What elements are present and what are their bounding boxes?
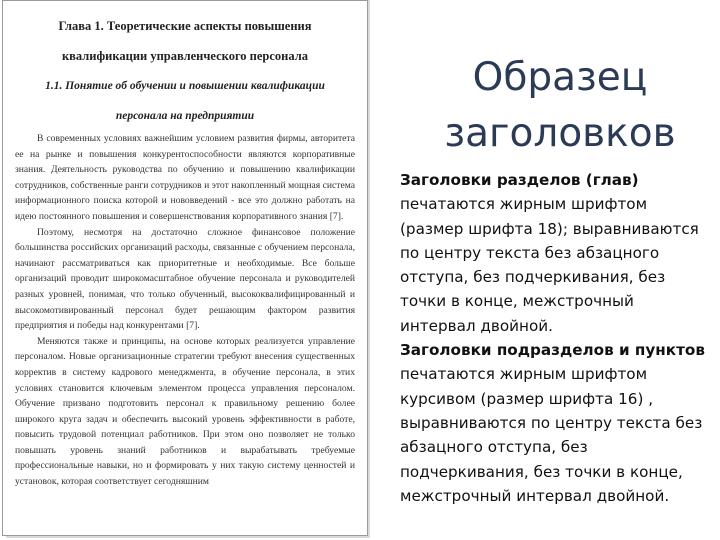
section-title-line-1: 1.1. Понятие об обучении и повышении квалификации	[45, 80, 325, 92]
rule-block-sections	[400, 168, 712, 338]
rule-block-subsections	[400, 338, 712, 508]
chapter-title-line-2: квалификации управленческого персонала	[61, 49, 309, 63]
document-content	[15, 11, 355, 490]
rule-subsections-text: печатаются жирным шрифтом курсивом (размер шрифта 16) , выравниваются по центру текста без абзацного отступа, без подчеркивания, без точки в конце, межстрочный интервал двойной.	[400, 365, 703, 505]
document-paragraph-2: Поэтому, несмотря на достаточно сложное финансовое положение большинства российских организаций расходы, связанные с обучением персонала, начинают рассматриваться как приоритетные и необходимые. Все больше организаций проводит широкомасштабное обучение персонала и руководителей разных уровней, понимая, что только обученный, высококвалифицированный и высокомотивированный персонал будет решающим фактором развития предприятия и победы над конкурентами [7].	[15, 226, 355, 332]
rule-sections-heading: Заголовки разделов (глав)	[400, 171, 639, 189]
rule-subsections-heading: Заголовки подразделов и пунктов	[400, 341, 705, 360]
document-paragraph-1: В современных условиях важнейшим условием развития фирмы, авторитета ее на рынке и повышения конкурентоспособности являются корпоративные знания. Деятельность руководства по обучению и повышению квалификации сотрудников, собственные ранги сотрудников и этот накопленный мощная система информационного поиска которой и нововведений - все это должно работать на идею постоянного повышения и совершенствования корпоративного знания [7].	[15, 133, 355, 222]
slide-title-line-1: Образец	[472, 55, 648, 100]
rule-sections-text: печатаются жирным шрифтом (размер шрифта 18); выравниваются по центру текста без абзацного отступа, без подчеркивания, без точки в конце, межстрочный интервал двойной.	[400, 195, 699, 335]
slide-title-line-2: заголовков	[444, 111, 676, 156]
section-title-line-2: персонала на предприятии	[115, 110, 255, 122]
slide-title	[410, 50, 710, 162]
chapter-title-line-1: Глава 1. Теоретические аспекты повышения	[58, 19, 312, 33]
slide-body-text	[400, 168, 712, 508]
document-page-image	[2, 0, 368, 536]
document-paragraph-3: Меняются также и принципы, на основе которых реализуется управление персоналом. Новые организационные стратегии требуют внесения существенных корректив в систему кадрового менеджмента, в обучение персонала, в этих условиях становится ключевым элементом процесса управления персоналом. Обучение призвано подготовить персонал к правильному решению более широкого круга задач и обеспечить высокий уровень эффективности в работе, повысить трудовой потенциал работников. При этом оно позволяет не только повышать уровень знаний работников и вырабатывать требуемые профессиональные навыки, но и формировать у них такую систему ценностей и установок, которая соответствует сегодняшним	[15, 335, 355, 488]
